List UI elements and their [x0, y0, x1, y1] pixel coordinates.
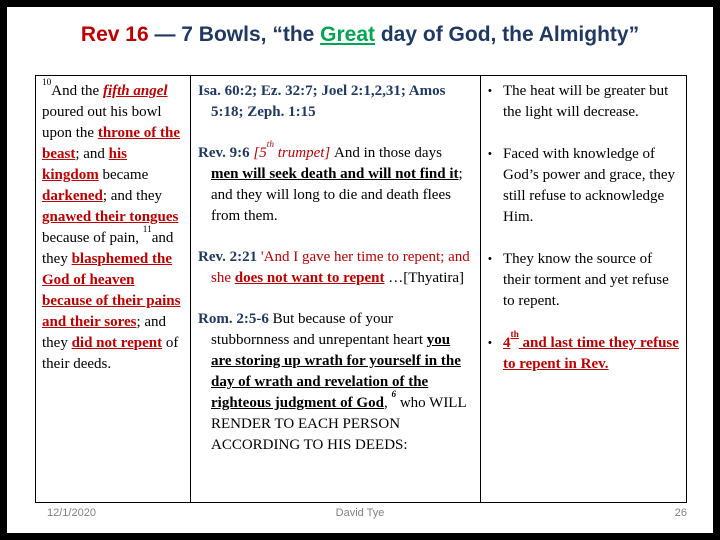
- references-cell: [191, 76, 481, 502]
- reference-paragraph-rom-2-5-6: Rom. 2:5-6 But because of your stubbornness and unrepentant heart you are storing up wrath for yourself in the day of wrath and revelation of the righteous judgment of God, $^6$ who WILL RENDER TO EACH PERSON ACCORDING TO HIS DEEDS:: [198, 311, 467, 453]
- presentation-slide: [7, 7, 713, 533]
- bullet-text: They know the source of their torment and yet refuse to repent.: [503, 251, 669, 309]
- notes-cell: [481, 76, 686, 502]
- content-table: [35, 75, 687, 503]
- bullet-text: Faced with knowledge of God’s power and grace, they still refuse to acknowledge Him.: [503, 146, 676, 225]
- slide-title: Rev 16 — 7 Bowls, “the Great day of God, the Almighty”: [80, 23, 640, 46]
- verse-text: $^{10}$And the fifth angel poured out his bowl upon the throne of the beast; and his kingdom became darkened; and they gnawed their tongues because of pain, $^{11}$and they blasphemed the God of heaven because of their pains and their sores; and they did not repent of their deeds.: [42, 77, 181, 372]
- bullet-text: The heat will be greater but the light will decrease.: [503, 83, 669, 120]
- bullet-icon: •: [488, 85, 492, 97]
- footer-date: 12/1/2020: [47, 507, 96, 519]
- footer-page-number: 26: [674, 507, 687, 519]
- bullet-icon: •: [488, 337, 492, 349]
- verse-cell: [36, 76, 191, 502]
- bullet-item: [488, 329, 680, 375]
- footer-author: David Tye: [335, 507, 385, 519]
- reference-paragraph-isaiah: Isa. 60:2; Ez. 32:7; Joel 2:1,2,31; Amos 5:18; Zeph. 1:15: [198, 83, 446, 120]
- bullet-icon: •: [488, 148, 492, 160]
- reference-paragraph-rev-2-21: Rev. 2:21 'And I gave her time to repent; and she does not want to repent …[Thyatira]: [198, 249, 470, 286]
- bullet-item: [488, 144, 680, 228]
- slide-footer: [7, 507, 713, 523]
- bullet-item: [488, 81, 680, 123]
- bullet-text: 4th and last time they refuse to repent in Rev.: [503, 329, 679, 372]
- bullet-icon: •: [488, 253, 492, 265]
- reference-paragraph-rev-9-6: Rev. 9:6 [5th trumpet] And in those days men will seek death and will not find it; and they will long to die and death flees from them.: [198, 139, 463, 224]
- bullet-item: [488, 249, 680, 312]
